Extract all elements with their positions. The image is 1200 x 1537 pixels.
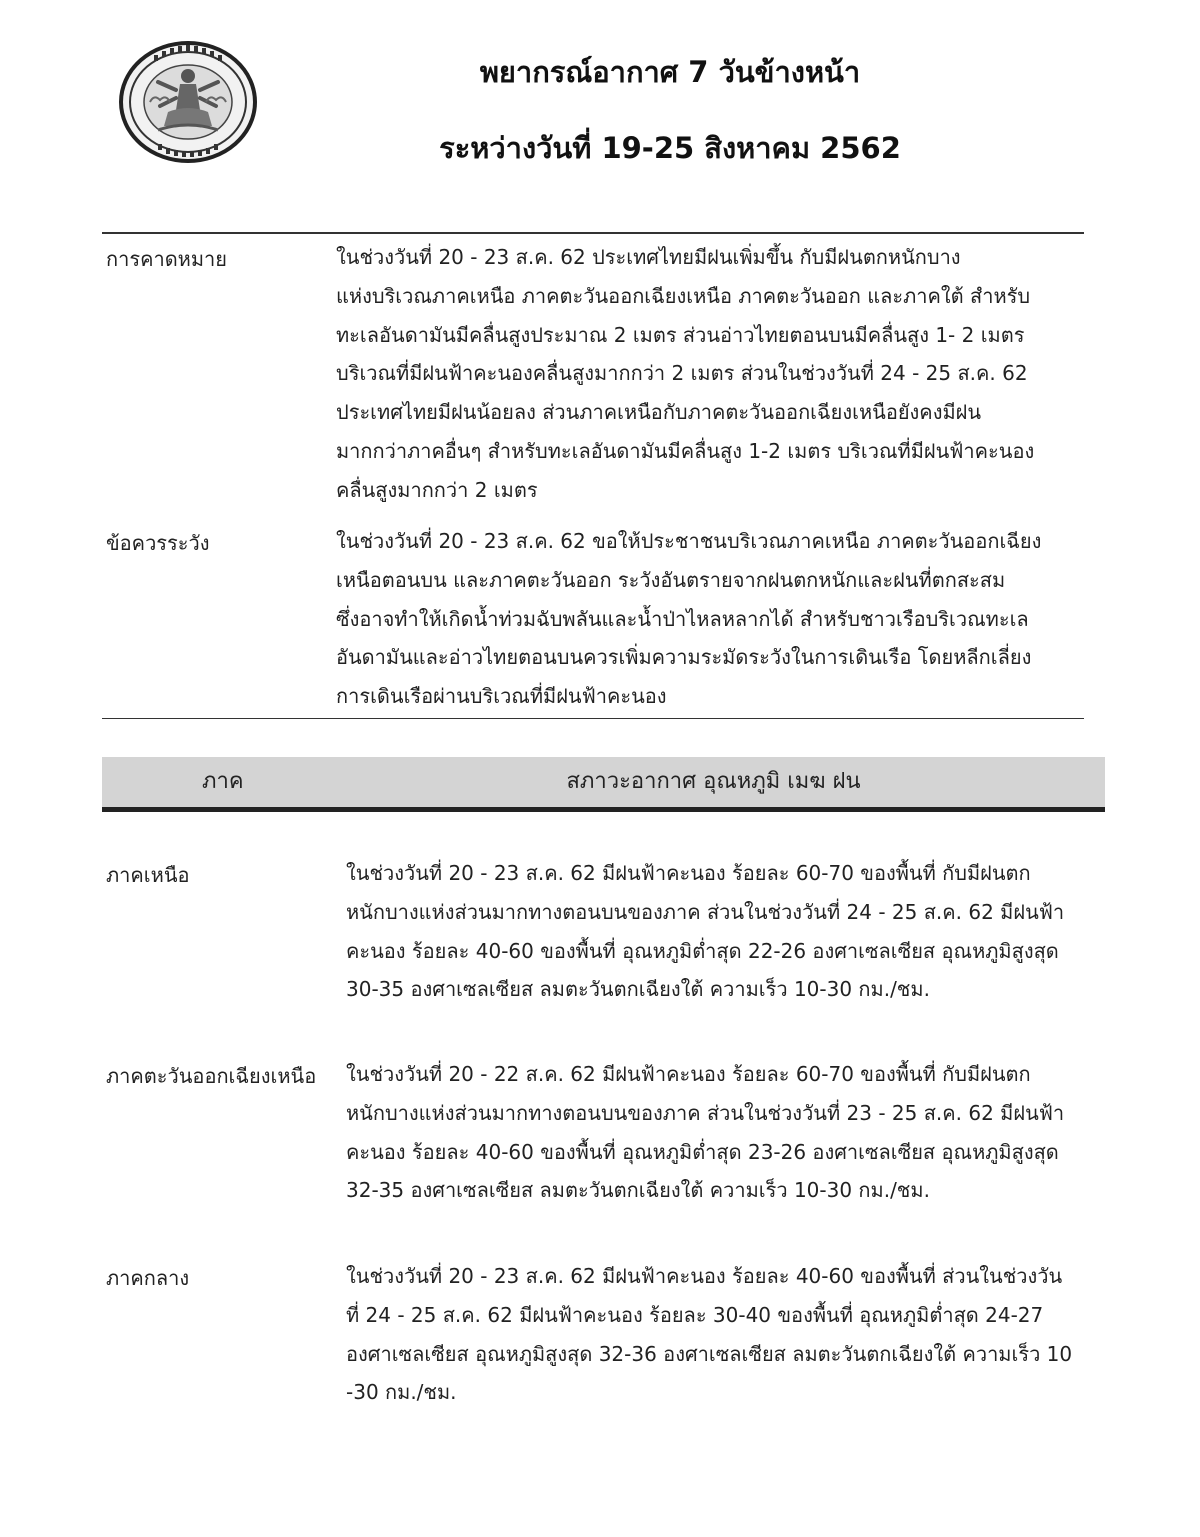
text-line: อันดามันและอ่าวไทยตอนบนควรเพิ่มความระมัดระวังในการเดินเรือ โดยหลีกเลี่ยง (336, 645, 1032, 670)
department-seal-icon (118, 40, 258, 164)
section-divider-top (102, 232, 1084, 234)
summary-label-forecast: การคาดหมาย (106, 247, 227, 271)
text-line: หนักบางแห่งส่วนมากทางตอนบนของภาค ส่วนในช่วงวันที่ 24 - 25 ส.ค. 62 มีฝนฟ้า (346, 899, 1065, 924)
text-line: เหนือตอนบน และภาคตะวันออก ระวังอันตรายจากฝนตกหนักและฝนที่ตกสะสม (336, 567, 1006, 592)
text-line: ที่ 24 - 25 ส.ค. 62 มีฝนฟ้าคะนอง ร้อยละ 30-40 ของพื้นที่ อุณหภูมิต่ำสุด 24-27 (346, 1302, 1044, 1327)
region-name-northeast: ภาคตะวันออกเฉียงเหนือ (106, 1064, 317, 1088)
text-line: ประเทศไทยมีฝนน้อยลง ส่วนภาคเหนือกับภาคตะวันออกเฉียงเหนือยังคงมีฝน (336, 400, 982, 425)
text-line: องศาเซลเซียส อุณหภูมิสูงสุด 32-36 องศาเซลเซียส ลมตะวันตกเฉียงใต้ ความเร็ว 10 (346, 1341, 1073, 1366)
region-name-north: ภาคเหนือ (106, 863, 190, 887)
region-text-central (346, 1257, 1072, 1412)
page-title: พยากรณ์อากาศ 7 วันข้างหน้า (479, 55, 861, 89)
text-line: 32-35 องศาเซลเซียส ลมตะวันตกเฉียงใต้ ความเร็ว 10-30 กม./ชม. (346, 1178, 930, 1203)
region-table-header (102, 757, 1105, 812)
header-col-conditions: สภาวะอากาศ อุณหภูมิ เมฆ ฝน (566, 769, 861, 794)
text-line: คะนอง ร้อยละ 40-60 ของพื้นที่ อุณหภูมิต่ำสุด 23-26 องศาเซลเซียส อุณหภูมิสูงสุด (346, 1139, 1059, 1164)
region-text-northeast (346, 1055, 1064, 1210)
header-col-region: ภาค (202, 769, 244, 794)
region-name-central: ภาคกลาง (106, 1266, 190, 1290)
text-line: คะนอง ร้อยละ 40-60 ของพื้นที่ อุณหภูมิต่ำสุด 22-26 องศาเซลเซียส อุณหภูมิสูงสุด (346, 938, 1059, 963)
summary-caution-text (336, 522, 1041, 716)
text-line: การเดินเรือผ่านบริเวณที่มีฝนฟ้าคะนอง (336, 684, 667, 709)
page-subtitle-date-range: ระหว่างวันที่ 19-25 สิงหาคม 2562 (439, 131, 901, 165)
text-line: คลื่นสูงมากกว่า 2 เมตร (336, 477, 538, 502)
text-line: หนักบางแห่งส่วนมากทางตอนบนของภาค ส่วนในช่วงวันที่ 23 - 25 ส.ค. 62 มีฝนฟ้า (346, 1100, 1065, 1125)
section-divider-bottom (102, 718, 1084, 719)
text-line: ทะเลอันดามันมีคลื่นสูงประมาณ 2 เมตร ส่วนอ่าวไทยตอนบนมีคลื่นสูง 1- 2 เมตร (336, 322, 1025, 347)
text-line: ในช่วงวันที่ 20 - 23 ส.ค. 62 ขอให้ประชาชนบริเวณภาคเหนือ ภาคตะวันออกเฉียง (336, 529, 1042, 553)
text-line: ในช่วงวันที่ 20 - 23 ส.ค. 62 มีฝนฟ้าคะนอง ร้อยละ 60-70 ของพื้นที่ กับมีฝนตก (346, 861, 1031, 885)
text-line: ซึ่งอาจทำให้เกิดน้ำท่วมฉับพลันและน้ำป่าไหลหลากได้ สำหรับชาวเรือบริเวณทะเล (336, 606, 1029, 631)
text-line: ในช่วงวันที่ 20 - 23 ส.ค. 62 ประเทศไทยมีฝนเพิ่มขึ้น กับมีฝนตกหนักบาง (336, 245, 961, 269)
text-line: ในช่วงวันที่ 20 - 22 ส.ค. 62 มีฝนฟ้าคะนอง ร้อยละ 60-70 ของพื้นที่ กับมีฝนตก (346, 1062, 1031, 1086)
summary-forecast-text (336, 238, 1034, 510)
text-line: ในช่วงวันที่ 20 - 23 ส.ค. 62 มีฝนฟ้าคะนอง ร้อยละ 40-60 ของพื้นที่ ส่วนในช่วงวัน (346, 1264, 1063, 1288)
region-text-north (346, 854, 1064, 1009)
text-line: มากกว่าภาคอื่นๆ สำหรับทะเลอันดามันมีคลื่นสูง 1-2 เมตร บริเวณที่มีฝนฟ้าคะนอง (336, 438, 1035, 463)
text-line: แห่งบริเวณภาคเหนือ ภาคตะวันออกเฉียงเหนือ ภาคตะวันออก และภาคใต้ สำหรับ (336, 283, 1031, 308)
text-line: บริเวณที่มีฝนฟ้าคะนองคลื่นสูงมากกว่า 2 เมตร ส่วนในช่วงวันที่ 24 - 25 ส.ค. 62 (336, 361, 1028, 386)
summary-label-caution: ข้อควรระวัง (106, 531, 210, 555)
text-line: -30 กม./ชม. (346, 1380, 457, 1405)
text-line: 30-35 องศาเซลเซียส ลมตะวันตกเฉียงใต้ ความเร็ว 10-30 กม./ชม. (346, 977, 930, 1002)
